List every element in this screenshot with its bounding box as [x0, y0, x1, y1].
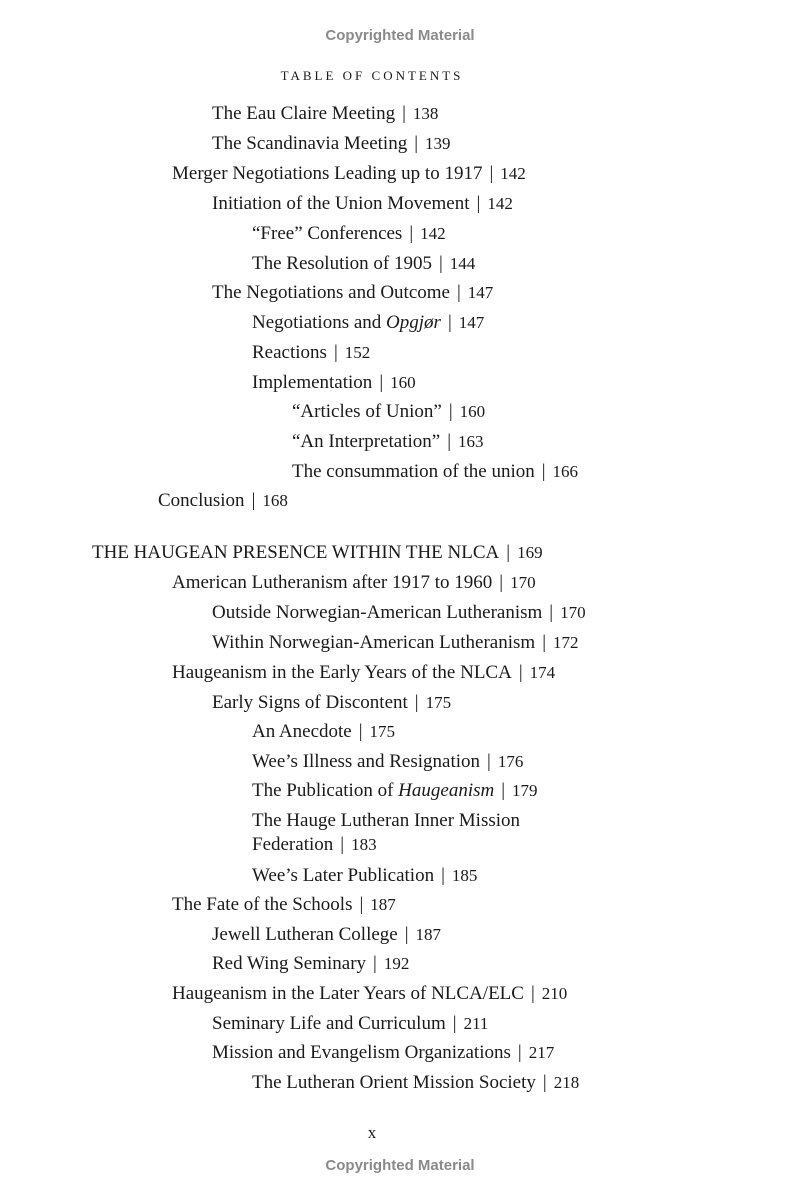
toc-entry-title: Mission and Evangelism Organizations — [212, 1042, 511, 1063]
toc-entry-title: The Fate of the Schools — [172, 894, 353, 915]
toc-entry-title: The Resolution of 1905 — [252, 253, 432, 274]
separator: | — [506, 542, 511, 563]
copyright-watermark-top: Copyrighted Material — [325, 27, 475, 44]
toc-entry-page: 176 — [497, 752, 524, 771]
toc-entry-page: 160 — [459, 402, 486, 421]
toc-entry[interactable] — [158, 489, 288, 513]
toc-entry-page: 142 — [500, 164, 526, 183]
toc-entry-title: Initiation of the Union Movement — [212, 193, 470, 214]
toc-entry[interactable] — [172, 571, 536, 595]
separator: | — [541, 461, 546, 482]
toc-entry-title: Jewell Lutheran College — [212, 924, 398, 945]
toc-entry-title-italic: Haugeanism — [398, 780, 495, 801]
separator: | — [489, 163, 494, 184]
separator: | — [404, 924, 409, 945]
separator: | — [476, 193, 481, 214]
toc-entry-page: 175 — [425, 693, 452, 712]
toc-entry[interactable] — [212, 132, 451, 156]
toc-entry-title: Within Norwegian-American Lutheranism — [212, 632, 536, 653]
page-number: x — [367, 1123, 377, 1142]
toc-entry-title: Early Signs of Discontent — [212, 692, 408, 713]
separator: | — [359, 894, 364, 915]
toc-entry-page: 185 — [451, 866, 478, 885]
toc-entry-title: The Negotiations and Outcome — [212, 282, 450, 303]
separator: | — [549, 602, 554, 623]
toc-entry-page: 166 — [552, 462, 579, 481]
toc-entry-page: 142 — [487, 194, 513, 213]
toc-entry-page: 183 — [351, 835, 377, 854]
separator: | — [448, 401, 453, 422]
toc-entry-title: Red Wing Seminary — [212, 953, 367, 974]
toc-entry-title-continued: Federation — [252, 834, 334, 855]
toc-entry[interactable] — [212, 601, 586, 625]
toc-entry-title: “An Interpretation” — [292, 431, 441, 452]
toc-entry[interactable] — [212, 691, 451, 715]
separator: | — [501, 780, 506, 801]
toc-entry-page: 217 — [528, 1043, 555, 1062]
separator: | — [333, 342, 338, 363]
toc-entry[interactable] — [172, 162, 526, 186]
toc-entry[interactable] — [252, 1071, 579, 1095]
toc-entry-title: Haugeanism in the Early Years of the NLCA — [172, 662, 512, 683]
toc-entry[interactable] — [292, 400, 485, 424]
toc-entry-title: Implementation — [252, 372, 373, 393]
separator: | — [542, 1072, 547, 1093]
toc-entry[interactable] — [252, 720, 395, 744]
toc-entry-page: 160 — [390, 373, 416, 392]
separator: | — [373, 953, 377, 974]
running-head: TABLE OF CONTENTS — [280, 68, 464, 83]
separator: | — [402, 103, 406, 124]
toc-entry-page: 211 — [463, 1014, 489, 1033]
toc-entry-page: 179 — [512, 781, 538, 800]
toc-entry-page: 138 — [412, 104, 439, 123]
separator: | — [447, 431, 452, 452]
toc-entry-title: Outside Norwegian-American Lutheranism — [212, 602, 543, 623]
separator: | — [251, 490, 256, 511]
toc-entry-page: 192 — [383, 954, 410, 973]
toc-entry-title: Negotiations and — [252, 312, 387, 333]
toc-entry-title: “Free” Conferences — [252, 223, 403, 244]
toc-entry-title: Wee’s Later Publication — [252, 865, 435, 886]
toc-entry[interactable] — [292, 430, 484, 454]
separator: | — [409, 223, 414, 244]
separator: | — [358, 721, 363, 742]
toc-entry-page: 187 — [415, 925, 442, 944]
separator: | — [340, 834, 345, 855]
separator: | — [499, 572, 504, 593]
separator: | — [414, 692, 419, 713]
toc-entry-page: 168 — [262, 491, 288, 510]
toc-entry-page: 172 — [553, 633, 579, 652]
toc-entry[interactable] — [172, 893, 396, 917]
toc-entry-title: Merger Negotiations Leading up to 1917 — [172, 163, 483, 184]
toc-entry[interactable] — [252, 222, 446, 246]
toc-entry-page: 142 — [420, 224, 446, 243]
toc-entry-title: An Anecdote — [252, 721, 352, 742]
toc-entry-page: 144 — [449, 254, 476, 273]
toc-entry[interactable] — [212, 1041, 554, 1065]
toc-entry[interactable] — [212, 631, 579, 655]
toc-entry-page: 210 — [541, 984, 568, 1003]
toc-entry[interactable] — [212, 952, 409, 976]
separator: | — [447, 312, 452, 333]
toc-entry-title: The Lutheran Orient Mission Society — [252, 1072, 536, 1093]
separator: | — [379, 372, 384, 393]
toc-entry[interactable] — [292, 460, 578, 484]
toc-entry-title: The Publication of — [252, 780, 399, 801]
toc-entry-page: 147 — [467, 283, 494, 302]
toc-entry-title: Conclusion — [158, 490, 245, 511]
separator: | — [542, 632, 546, 653]
toc-entry[interactable] — [92, 541, 543, 565]
toc-entry[interactable] — [212, 281, 493, 305]
separator: | — [438, 253, 443, 274]
toc-entry-title: Reactions — [252, 342, 327, 363]
toc-entry[interactable] — [252, 341, 370, 365]
toc-entry[interactable] — [212, 102, 438, 126]
toc-entry[interactable] — [212, 1012, 488, 1036]
toc-entry-page: 187 — [370, 895, 396, 914]
toc-entry[interactable] — [172, 661, 555, 685]
toc-entry-title: The Scandinavia Meeting — [212, 133, 408, 154]
toc-entry-page: 163 — [458, 432, 484, 451]
toc-entry-title: The Hauge Lutheran Inner Mission — [252, 810, 521, 831]
toc-entry-page: 169 — [517, 543, 543, 562]
toc-entry-title-italic: Opgjør — [386, 312, 441, 333]
toc-entry-page: 152 — [344, 343, 371, 362]
separator: | — [414, 133, 419, 154]
toc-entry-title: THE HAUGEAN PRESENCE WITHIN THE NLCA — [92, 542, 500, 563]
toc-entry-title: Wee’s Illness and Resignation — [252, 751, 481, 772]
toc-entry[interactable] — [252, 809, 520, 857]
copyright-watermark-bottom: Copyrighted Material — [325, 1157, 475, 1174]
toc-entry-page: 139 — [425, 134, 451, 153]
toc-entry-page: 170 — [510, 573, 536, 592]
toc-entry[interactable] — [172, 982, 567, 1006]
toc-entry-title: The consummation of the union — [292, 461, 535, 482]
toc-entry-page: 170 — [560, 603, 586, 622]
separator: | — [517, 1042, 522, 1063]
toc-entry-title: Haugeanism in the Later Years of NLCA/ELC — [172, 983, 524, 1004]
toc-entry[interactable] — [252, 371, 416, 395]
toc-entry[interactable] — [212, 192, 513, 216]
separator: | — [487, 751, 491, 772]
toc-entry-page: 218 — [553, 1073, 580, 1092]
toc-entry[interactable] — [252, 779, 538, 803]
toc-entry[interactable] — [252, 252, 475, 276]
separator: | — [452, 1013, 457, 1034]
separator: | — [456, 282, 461, 303]
toc-entry[interactable] — [252, 750, 523, 774]
toc-entry-title: The Eau Claire Meeting — [212, 103, 396, 124]
toc-entry[interactable] — [212, 923, 441, 947]
separator: | — [530, 983, 535, 1004]
separator: | — [518, 662, 523, 683]
toc-entry-title: “Articles of Union” — [292, 401, 442, 422]
toc-entry-page: 147 — [458, 313, 485, 332]
toc-entry-title: Seminary Life and Curriculum — [212, 1013, 446, 1034]
toc-entry-page: 175 — [369, 722, 396, 741]
toc-entry-title: American Lutheranism after 1917 to 1960 — [172, 572, 493, 593]
separator: | — [441, 865, 445, 886]
toc-entry-page: 174 — [529, 663, 556, 682]
toc-entry[interactable] — [252, 311, 484, 335]
toc-entry[interactable] — [252, 864, 477, 888]
